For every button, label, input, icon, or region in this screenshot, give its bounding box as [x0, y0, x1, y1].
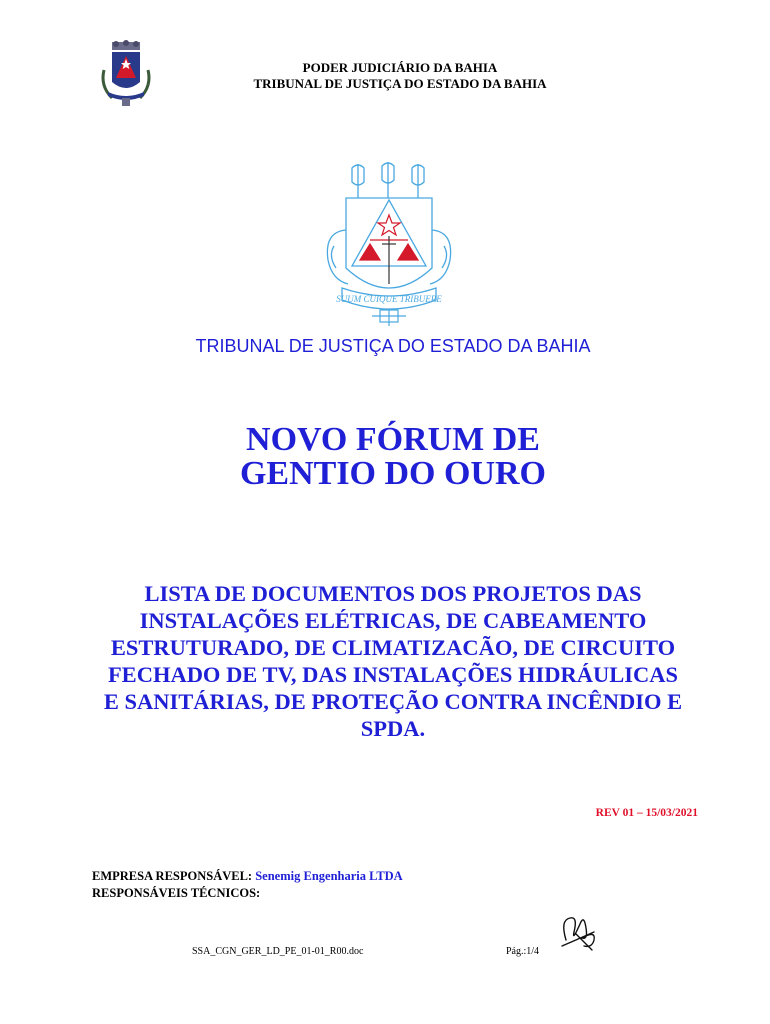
footer-page-number: Pág.:1/4	[506, 946, 540, 957]
company-name: Senemig Engenharia LTDA	[255, 869, 403, 883]
main-seal-logo	[320, 160, 465, 328]
technicians-label: RESPONSÁVEIS TÉCNICOS:	[92, 886, 261, 900]
signature-image	[556, 910, 600, 958]
title-line-2: GENTIO DO OURO	[239, 455, 547, 492]
document-header	[190, 60, 610, 92]
subtitle-line: INSTALAÇÕES ELÉTRICAS, DE CABEAMENTO	[139, 608, 647, 633]
footer-filename: SSA_CGN_GER_LD_PE_01-01_R00.doc	[192, 946, 364, 957]
revision-label: REV 01 – 15/03/2021	[595, 807, 698, 819]
company-label: EMPRESA RESPONSÁVEL:	[92, 869, 253, 883]
subtitle-line: FECHADO DE TV, DAS INSTALAÇÕES HIDRÁULICAS	[107, 662, 679, 687]
company-info	[92, 868, 592, 902]
subtitle-line: SPDA.	[360, 716, 426, 741]
court-name: TRIBUNAL DE JUSTIÇA DO ESTADO DA BAHIA	[195, 336, 591, 356]
company-line	[92, 868, 592, 885]
header-line-court: TRIBUNAL DE JUSTIÇA DO ESTADO DA BAHIA	[253, 76, 547, 91]
seal-motto: SUUM CUIQUE TRIBUERE	[336, 294, 442, 304]
document-subtitle	[80, 580, 706, 742]
header-seal-logo	[98, 40, 154, 108]
document-title	[0, 423, 770, 491]
subtitle-line: E SANITÁRIAS, DE PROTEÇÃO CONTRA INCÊNDIO E	[103, 689, 683, 714]
title-line-1: NOVO FÓRUM DE	[246, 421, 540, 458]
subtitle-line: ESTRUTURADO, DE CLIMATIZACÃO, DE CIRCUITO	[110, 635, 676, 660]
header-line-judiciary: PODER JUDICIÁRIO DA BAHIA	[302, 60, 498, 75]
subtitle-line: LISTA DE DOCUMENTOS DOS PROJETOS DAS	[144, 581, 642, 606]
